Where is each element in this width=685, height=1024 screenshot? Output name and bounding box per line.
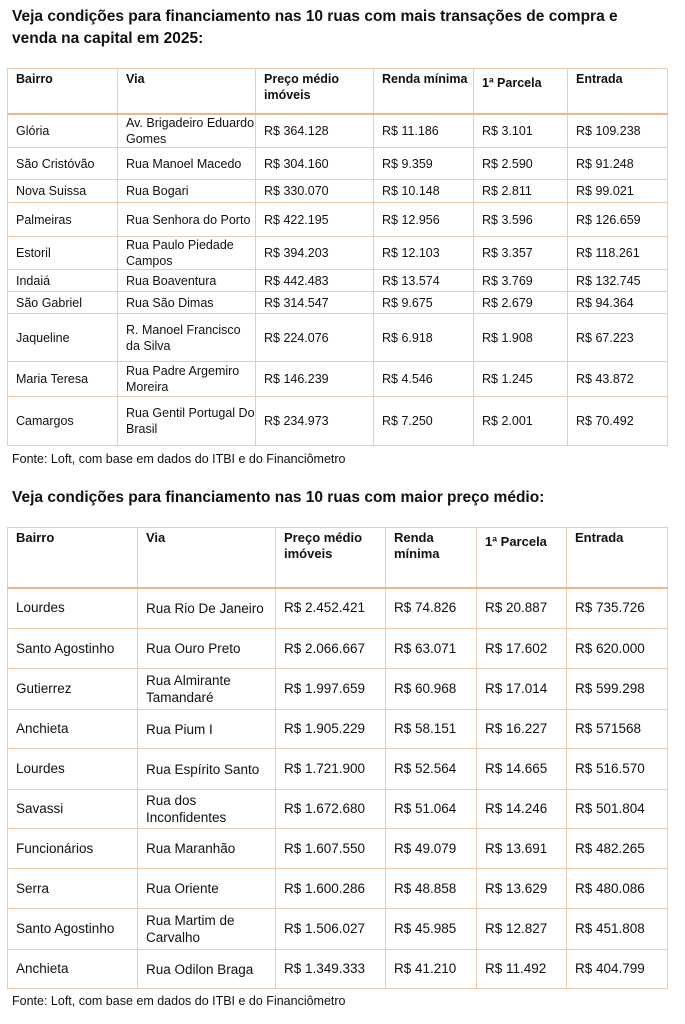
cell-renda: R$ 48.858	[386, 869, 477, 909]
header-preco: Preço médio imóveis	[256, 69, 374, 114]
cell-parcela: R$ 14.665	[477, 749, 567, 790]
header-preco: Preço médio imóveis	[276, 528, 386, 588]
cell-bairro: São Gabriel	[8, 292, 118, 314]
cell-renda: R$ 13.574	[374, 270, 474, 292]
cell-via: Rua Espírito Santo	[138, 749, 276, 790]
table-row	[8, 237, 668, 270]
cell-entrada: R$ 67.223	[568, 314, 668, 362]
cell-parcela: R$ 3.101	[474, 114, 568, 148]
cell-via: Rua Pium I	[138, 710, 276, 749]
cell-parcela: R$ 17.602	[477, 629, 567, 669]
cell-entrada: R$ 516.570	[567, 749, 668, 790]
cell-preco: R$ 1.600.286	[276, 869, 386, 909]
table-row	[8, 869, 668, 909]
cell-entrada: R$ 132.745	[568, 270, 668, 292]
cell-parcela: R$ 13.629	[477, 869, 567, 909]
table-row	[8, 314, 668, 362]
cell-renda: R$ 7.250	[374, 397, 474, 446]
top-transactions-table	[7, 68, 668, 446]
cell-preco: R$ 1.905.229	[276, 710, 386, 749]
cell-preco: R$ 1.607.550	[276, 829, 386, 869]
cell-entrada: R$ 482.265	[567, 829, 668, 869]
cell-entrada: R$ 571568	[567, 710, 668, 749]
cell-via: Rua Senhora do Porto	[118, 203, 256, 237]
cell-via: Rua Manoel Macedo	[118, 148, 256, 180]
cell-preco: R$ 2.452.421	[276, 588, 386, 629]
cell-via: Rua Paulo Piedade Campos	[118, 237, 256, 270]
cell-bairro: Palmeiras	[8, 203, 118, 237]
cell-entrada: R$ 620.000	[567, 629, 668, 669]
cell-bairro: Glória	[8, 114, 118, 148]
section1-title	[12, 6, 618, 50]
cell-parcela: R$ 2.590	[474, 148, 568, 180]
table-row	[8, 114, 668, 148]
table-row	[8, 629, 668, 669]
cell-bairro: Santo Agostinho	[8, 909, 138, 950]
cell-bairro: São Cristóvão	[8, 148, 118, 180]
cell-bairro: Indaiá	[8, 270, 118, 292]
cell-parcela: R$ 1.908	[474, 314, 568, 362]
cell-via: Rua Boaventura	[118, 270, 256, 292]
cell-parcela: R$ 16.227	[477, 710, 567, 749]
table-row	[8, 710, 668, 749]
table-row	[8, 829, 668, 869]
cell-entrada: R$ 480.086	[567, 869, 668, 909]
cell-via: R. Manoel Francisco da Silva	[118, 314, 256, 362]
cell-parcela: R$ 2.679	[474, 292, 568, 314]
cell-via: Rua Gentil Portugal Do Brasil	[118, 397, 256, 446]
cell-via: Rua Padre Argemiro Moreira	[118, 362, 256, 397]
table-row	[8, 749, 668, 790]
table-body	[8, 588, 668, 989]
cell-preco: R$ 224.076	[256, 314, 374, 362]
cell-via: Rua Martim de Carvalho	[138, 909, 276, 950]
cell-preco: R$ 304.160	[256, 148, 374, 180]
section1-title-line2: venda na capital em 2025:	[12, 30, 204, 47]
cell-parcela: R$ 12.827	[477, 909, 567, 950]
cell-preco: R$ 442.483	[256, 270, 374, 292]
cell-renda: R$ 4.546	[374, 362, 474, 397]
cell-parcela: R$ 20.887	[477, 588, 567, 629]
cell-entrada: R$ 91.248	[568, 148, 668, 180]
cell-via: Rua Ouro Preto	[138, 629, 276, 669]
cell-parcela: R$ 17.014	[477, 669, 567, 710]
cell-bairro: Santo Agostinho	[8, 629, 138, 669]
header-bairro: Bairro	[8, 528, 138, 588]
cell-parcela: R$ 14.246	[477, 790, 567, 829]
table-row	[8, 909, 668, 950]
cell-via: Rua Bogari	[118, 180, 256, 203]
cell-bairro: Funcionários	[8, 829, 138, 869]
cell-preco: R$ 1.672.680	[276, 790, 386, 829]
cell-renda: R$ 12.956	[374, 203, 474, 237]
cell-via: Rua Rio De Janeiro	[138, 588, 276, 629]
cell-preco: R$ 1.997.659	[276, 669, 386, 710]
cell-renda: R$ 74.826	[386, 588, 477, 629]
cell-entrada: R$ 99.021	[568, 180, 668, 203]
table-row	[8, 790, 668, 829]
cell-renda: R$ 10.148	[374, 180, 474, 203]
cell-entrada: R$ 70.492	[568, 397, 668, 446]
cell-entrada: R$ 501.804	[567, 790, 668, 829]
cell-renda: R$ 6.918	[374, 314, 474, 362]
cell-via: Rua dos Inconfidentes	[138, 790, 276, 829]
cell-preco: R$ 234.973	[256, 397, 374, 446]
cell-preco: R$ 2.066.667	[276, 629, 386, 669]
cell-parcela: R$ 2.001	[474, 397, 568, 446]
cell-renda: R$ 12.103	[374, 237, 474, 270]
cell-preco: R$ 1.721.900	[276, 749, 386, 790]
cell-bairro: Estoril	[8, 237, 118, 270]
cell-preco: R$ 330.070	[256, 180, 374, 203]
cell-parcela: R$ 3.357	[474, 237, 568, 270]
cell-renda: R$ 11.186	[374, 114, 474, 148]
cell-renda: R$ 9.675	[374, 292, 474, 314]
cell-bairro: Lourdes	[8, 749, 138, 790]
cell-renda: R$ 41.210	[386, 950, 477, 989]
cell-preco: R$ 364.128	[256, 114, 374, 148]
header-entrada: Entrada	[567, 528, 668, 588]
cell-renda: R$ 60.968	[386, 669, 477, 710]
header-renda: Renda mínima	[374, 69, 474, 114]
cell-bairro: Maria Teresa	[8, 362, 118, 397]
highest-price-table	[7, 527, 668, 989]
cell-bairro: Lourdes	[8, 588, 138, 629]
cell-entrada: R$ 451.808	[567, 909, 668, 950]
header-renda: Renda mínima	[386, 528, 477, 588]
section1-title-line1: Veja condições para financiamento nas 10 ruas com mais transações de compra e	[12, 8, 618, 25]
cell-entrada: R$ 94.364	[568, 292, 668, 314]
table-row	[8, 270, 668, 292]
table-row	[8, 203, 668, 237]
cell-bairro: Jaqueline	[8, 314, 118, 362]
cell-via: Rua Almirante Tamandaré	[138, 669, 276, 710]
cell-parcela: R$ 2.811	[474, 180, 568, 203]
cell-via: Rua São Dimas	[118, 292, 256, 314]
table-header-row	[8, 528, 668, 588]
cell-bairro: Anchieta	[8, 950, 138, 989]
cell-entrada: R$ 126.659	[568, 203, 668, 237]
cell-preco: R$ 422.195	[256, 203, 374, 237]
cell-bairro: Nova Suissa	[8, 180, 118, 203]
header-bairro: Bairro	[8, 69, 118, 114]
cell-preco: R$ 1.506.027	[276, 909, 386, 950]
cell-preco: R$ 314.547	[256, 292, 374, 314]
cell-renda: R$ 58.151	[386, 710, 477, 749]
cell-via: Rua Odilon Braga	[138, 950, 276, 989]
cell-bairro: Camargos	[8, 397, 118, 446]
cell-entrada: R$ 118.261	[568, 237, 668, 270]
cell-entrada: R$ 735.726	[567, 588, 668, 629]
table-row	[8, 292, 668, 314]
cell-preco: R$ 146.239	[256, 362, 374, 397]
table-row	[8, 950, 668, 989]
table-body	[8, 114, 668, 446]
cell-via: Av. Brigadeiro Eduardo Gomes	[118, 114, 256, 148]
cell-via: Rua Oriente	[138, 869, 276, 909]
cell-entrada: R$ 109.238	[568, 114, 668, 148]
cell-bairro: Gutierrez	[8, 669, 138, 710]
cell-entrada: R$ 404.799	[567, 950, 668, 989]
cell-parcela: R$ 1.245	[474, 362, 568, 397]
header-parcela: 1ª Parcela	[477, 528, 567, 588]
section2-title: Veja condições para financiamento nas 10 ruas com maior preço médio:	[12, 489, 545, 506]
cell-parcela: R$ 13.691	[477, 829, 567, 869]
cell-preco: R$ 394.203	[256, 237, 374, 270]
cell-renda: R$ 45.985	[386, 909, 477, 950]
table-row	[8, 148, 668, 180]
cell-entrada: R$ 43.872	[568, 362, 668, 397]
table-row	[8, 180, 668, 203]
cell-bairro: Savassi	[8, 790, 138, 829]
cell-preco: R$ 1.349.333	[276, 950, 386, 989]
table-row	[8, 669, 668, 710]
header-via: Via	[138, 528, 276, 588]
header-entrada: Entrada	[568, 69, 668, 114]
cell-renda: R$ 51.064	[386, 790, 477, 829]
cell-parcela: R$ 11.492	[477, 950, 567, 989]
table-row	[8, 588, 668, 629]
cell-via: Rua Maranhão	[138, 829, 276, 869]
cell-renda: R$ 52.564	[386, 749, 477, 790]
section2-source: Fonte: Loft, com base em dados do ITBI e do Financiômetro	[12, 994, 346, 1008]
section1-source: Fonte: Loft, com base em dados do ITBI e do Financiômetro	[12, 452, 346, 466]
table-row	[8, 397, 668, 446]
cell-entrada: R$ 599.298	[567, 669, 668, 710]
cell-renda: R$ 9.359	[374, 148, 474, 180]
cell-parcela: R$ 3.596	[474, 203, 568, 237]
header-parcela: 1ª Parcela	[474, 69, 568, 114]
cell-renda: R$ 63.071	[386, 629, 477, 669]
table-header-row	[8, 69, 668, 114]
cell-parcela: R$ 3.769	[474, 270, 568, 292]
table-row	[8, 362, 668, 397]
cell-bairro: Anchieta	[8, 710, 138, 749]
header-via: Via	[118, 69, 256, 114]
cell-bairro: Serra	[8, 869, 138, 909]
cell-renda: R$ 49.079	[386, 829, 477, 869]
